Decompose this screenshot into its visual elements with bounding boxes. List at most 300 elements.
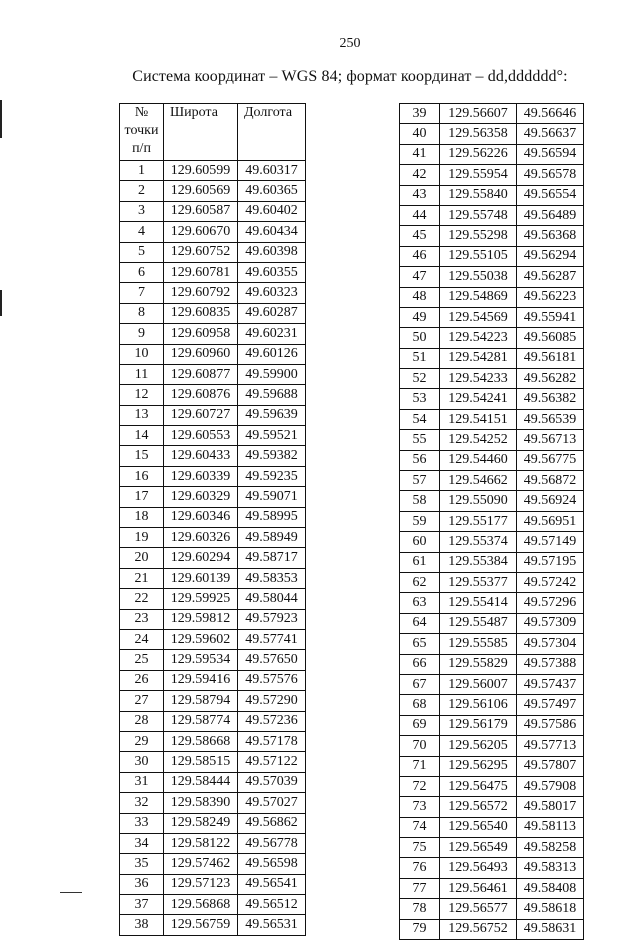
longitude-cell: 49.59639 bbox=[238, 405, 306, 425]
longitude-cell: 49.58618 bbox=[517, 899, 584, 919]
table-row bbox=[400, 899, 584, 919]
table-row bbox=[120, 772, 306, 792]
table-row bbox=[120, 181, 306, 201]
point-number-cell: 43 bbox=[400, 185, 440, 205]
table-row bbox=[400, 409, 584, 429]
latitude-cell: 129.56358 bbox=[440, 124, 517, 144]
longitude-cell: 49.60365 bbox=[238, 181, 306, 201]
scan-margin-mark bbox=[0, 290, 2, 316]
point-number-cell: 64 bbox=[400, 613, 440, 633]
latitude-cell: 129.60139 bbox=[164, 568, 238, 588]
table-row bbox=[400, 817, 584, 837]
latitude-cell: 129.55840 bbox=[440, 185, 517, 205]
header-num-line3: п/п bbox=[132, 141, 151, 156]
table-row bbox=[400, 838, 584, 858]
latitude-cell: 129.60326 bbox=[164, 528, 238, 548]
table-row bbox=[400, 491, 584, 511]
point-number-cell: 38 bbox=[120, 915, 164, 935]
header-num-line2: точки bbox=[124, 123, 159, 138]
point-number-cell: 11 bbox=[120, 364, 164, 384]
latitude-cell: 129.56205 bbox=[440, 736, 517, 756]
point-number-cell: 21 bbox=[120, 568, 164, 588]
longitude-cell: 49.56554 bbox=[517, 185, 584, 205]
table-row bbox=[400, 776, 584, 796]
longitude-cell: 49.57242 bbox=[517, 572, 584, 592]
table-row bbox=[400, 328, 584, 348]
table-row bbox=[400, 226, 584, 246]
table-row bbox=[120, 670, 306, 690]
latitude-cell: 129.59925 bbox=[164, 589, 238, 609]
latitude-cell: 129.58515 bbox=[164, 752, 238, 772]
point-number-cell: 48 bbox=[400, 287, 440, 307]
table-row bbox=[120, 344, 306, 364]
latitude-cell: 129.60835 bbox=[164, 303, 238, 323]
longitude-cell: 49.57027 bbox=[238, 793, 306, 813]
longitude-cell: 49.58949 bbox=[238, 528, 306, 548]
point-number-cell: 26 bbox=[120, 670, 164, 690]
table-row bbox=[120, 324, 306, 344]
point-number-cell: 15 bbox=[120, 446, 164, 466]
longitude-cell: 49.59688 bbox=[238, 385, 306, 405]
point-number-cell: 58 bbox=[400, 491, 440, 511]
latitude-cell: 129.58774 bbox=[164, 711, 238, 731]
longitude-cell: 49.56085 bbox=[517, 328, 584, 348]
point-number-cell: 44 bbox=[400, 205, 440, 225]
point-number-cell: 47 bbox=[400, 267, 440, 287]
point-number-cell: 8 bbox=[120, 303, 164, 323]
longitude-cell: 49.56713 bbox=[517, 430, 584, 450]
coordinates-table-left bbox=[119, 103, 306, 936]
longitude-cell: 49.60323 bbox=[238, 283, 306, 303]
point-number-cell: 41 bbox=[400, 144, 440, 164]
longitude-cell: 49.58995 bbox=[238, 507, 306, 527]
point-number-cell: 49 bbox=[400, 307, 440, 327]
point-number-cell: 50 bbox=[400, 328, 440, 348]
longitude-cell: 49.57290 bbox=[238, 691, 306, 711]
latitude-cell: 129.60877 bbox=[164, 364, 238, 384]
point-number-cell: 51 bbox=[400, 348, 440, 368]
table-row bbox=[400, 307, 584, 327]
table-row bbox=[400, 532, 584, 552]
page-number: 250 bbox=[339, 36, 361, 51]
point-number-cell: 17 bbox=[120, 487, 164, 507]
longitude-cell: 49.57296 bbox=[517, 593, 584, 613]
table-row bbox=[400, 348, 584, 368]
point-number-cell: 56 bbox=[400, 450, 440, 470]
longitude-cell: 49.57586 bbox=[517, 715, 584, 735]
longitude-cell: 49.55941 bbox=[517, 307, 584, 327]
point-number-cell: 46 bbox=[400, 246, 440, 266]
longitude-cell: 49.60398 bbox=[238, 242, 306, 262]
latitude-cell: 129.60792 bbox=[164, 283, 238, 303]
point-number-cell: 6 bbox=[120, 262, 164, 282]
latitude-cell: 129.56226 bbox=[440, 144, 517, 164]
longitude-cell: 49.56382 bbox=[517, 389, 584, 409]
point-number-cell: 37 bbox=[120, 895, 164, 915]
longitude-cell: 49.58044 bbox=[238, 589, 306, 609]
point-number-cell: 32 bbox=[120, 793, 164, 813]
latitude-cell: 129.60569 bbox=[164, 181, 238, 201]
longitude-cell: 49.57650 bbox=[238, 650, 306, 670]
longitude-cell: 49.60317 bbox=[238, 161, 306, 181]
latitude-cell: 129.55487 bbox=[440, 613, 517, 633]
point-number-cell: 1 bbox=[120, 161, 164, 181]
latitude-cell: 129.56295 bbox=[440, 756, 517, 776]
table-row bbox=[120, 303, 306, 323]
table-row bbox=[120, 731, 306, 751]
latitude-cell: 129.54460 bbox=[440, 450, 517, 470]
longitude-cell: 49.56541 bbox=[238, 874, 306, 894]
table-row bbox=[400, 430, 584, 450]
point-number-cell: 33 bbox=[120, 813, 164, 833]
coordinates-table-right bbox=[399, 103, 584, 940]
latitude-cell: 129.54569 bbox=[440, 307, 517, 327]
latitude-cell: 129.55585 bbox=[440, 634, 517, 654]
table-row bbox=[400, 124, 584, 144]
table-row bbox=[120, 691, 306, 711]
longitude-cell: 49.57576 bbox=[238, 670, 306, 690]
table-row bbox=[120, 589, 306, 609]
longitude-cell: 49.58631 bbox=[517, 919, 584, 939]
table-row bbox=[120, 833, 306, 853]
table-row bbox=[400, 287, 584, 307]
table-header-row bbox=[120, 104, 306, 161]
table-row bbox=[120, 405, 306, 425]
table-row bbox=[120, 609, 306, 629]
header-longitude: Долгота bbox=[238, 104, 306, 161]
table-row bbox=[120, 629, 306, 649]
table-row bbox=[400, 674, 584, 694]
table-row bbox=[120, 711, 306, 731]
latitude-cell: 129.60339 bbox=[164, 466, 238, 486]
table-row bbox=[400, 695, 584, 715]
table-row bbox=[400, 613, 584, 633]
latitude-cell: 129.55105 bbox=[440, 246, 517, 266]
longitude-cell: 49.56282 bbox=[517, 369, 584, 389]
table-row bbox=[120, 222, 306, 242]
longitude-cell: 49.56775 bbox=[517, 450, 584, 470]
point-number-cell: 60 bbox=[400, 532, 440, 552]
table-row bbox=[120, 446, 306, 466]
table-row bbox=[400, 450, 584, 470]
point-number-cell: 61 bbox=[400, 552, 440, 572]
longitude-cell: 49.57908 bbox=[517, 776, 584, 796]
point-number-cell: 65 bbox=[400, 634, 440, 654]
longitude-cell: 49.56637 bbox=[517, 124, 584, 144]
longitude-cell: 49.58717 bbox=[238, 548, 306, 568]
longitude-cell: 49.56924 bbox=[517, 491, 584, 511]
point-number-cell: 2 bbox=[120, 181, 164, 201]
longitude-cell: 49.57437 bbox=[517, 674, 584, 694]
longitude-cell: 49.57039 bbox=[238, 772, 306, 792]
latitude-cell: 129.55829 bbox=[440, 654, 517, 674]
latitude-cell: 129.60553 bbox=[164, 426, 238, 446]
latitude-cell: 129.56493 bbox=[440, 858, 517, 878]
point-number-cell: 29 bbox=[120, 731, 164, 751]
point-number-cell: 45 bbox=[400, 226, 440, 246]
latitude-cell: 129.55414 bbox=[440, 593, 517, 613]
point-number-cell: 72 bbox=[400, 776, 440, 796]
point-number-cell: 39 bbox=[400, 104, 440, 124]
longitude-cell: 49.56181 bbox=[517, 348, 584, 368]
table-row bbox=[120, 487, 306, 507]
point-number-cell: 53 bbox=[400, 389, 440, 409]
longitude-cell: 49.56368 bbox=[517, 226, 584, 246]
longitude-cell: 49.57309 bbox=[517, 613, 584, 633]
scan-footer-mark bbox=[60, 892, 82, 893]
table-row bbox=[120, 548, 306, 568]
longitude-cell: 49.57178 bbox=[238, 731, 306, 751]
longitude-cell: 49.56223 bbox=[517, 287, 584, 307]
longitude-cell: 49.59071 bbox=[238, 487, 306, 507]
point-number-cell: 63 bbox=[400, 593, 440, 613]
latitude-cell: 129.58668 bbox=[164, 731, 238, 751]
latitude-cell: 129.60876 bbox=[164, 385, 238, 405]
latitude-cell: 129.56475 bbox=[440, 776, 517, 796]
latitude-cell: 129.55090 bbox=[440, 491, 517, 511]
latitude-cell: 129.59812 bbox=[164, 609, 238, 629]
table-row bbox=[400, 185, 584, 205]
latitude-cell: 129.60670 bbox=[164, 222, 238, 242]
table-row bbox=[120, 385, 306, 405]
longitude-cell: 49.60126 bbox=[238, 344, 306, 364]
point-number-cell: 70 bbox=[400, 736, 440, 756]
latitude-cell: 129.55038 bbox=[440, 267, 517, 287]
longitude-cell: 49.56778 bbox=[238, 833, 306, 853]
latitude-cell: 129.57123 bbox=[164, 874, 238, 894]
latitude-cell: 129.54281 bbox=[440, 348, 517, 368]
table-row bbox=[120, 752, 306, 772]
latitude-cell: 129.56461 bbox=[440, 878, 517, 898]
table-row bbox=[120, 874, 306, 894]
longitude-cell: 49.56951 bbox=[517, 511, 584, 531]
point-number-cell: 78 bbox=[400, 899, 440, 919]
latitude-cell: 129.60599 bbox=[164, 161, 238, 181]
header-point-number bbox=[120, 104, 164, 161]
table-row bbox=[400, 736, 584, 756]
table-row bbox=[400, 919, 584, 939]
point-number-cell: 13 bbox=[120, 405, 164, 425]
longitude-cell: 49.57497 bbox=[517, 695, 584, 715]
latitude-cell: 129.60587 bbox=[164, 201, 238, 221]
point-number-cell: 30 bbox=[120, 752, 164, 772]
latitude-cell: 129.60294 bbox=[164, 548, 238, 568]
table-row bbox=[400, 756, 584, 776]
point-number-cell: 57 bbox=[400, 471, 440, 491]
longitude-cell: 49.56531 bbox=[238, 915, 306, 935]
latitude-cell: 129.54233 bbox=[440, 369, 517, 389]
latitude-cell: 129.60960 bbox=[164, 344, 238, 364]
latitude-cell: 129.58444 bbox=[164, 772, 238, 792]
table-row bbox=[400, 144, 584, 164]
point-number-cell: 23 bbox=[120, 609, 164, 629]
longitude-cell: 49.57195 bbox=[517, 552, 584, 572]
point-number-cell: 34 bbox=[120, 833, 164, 853]
point-number-cell: 36 bbox=[120, 874, 164, 894]
point-number-cell: 25 bbox=[120, 650, 164, 670]
table-row bbox=[400, 797, 584, 817]
point-number-cell: 24 bbox=[120, 629, 164, 649]
latitude-cell: 129.54223 bbox=[440, 328, 517, 348]
table-row bbox=[400, 471, 584, 491]
longitude-cell: 49.57304 bbox=[517, 634, 584, 654]
point-number-cell: 77 bbox=[400, 878, 440, 898]
point-number-cell: 27 bbox=[120, 691, 164, 711]
page-title: Система координат – WGS 84; формат координат – dd,dddddd°: bbox=[132, 68, 568, 85]
point-number-cell: 28 bbox=[120, 711, 164, 731]
table-row bbox=[120, 262, 306, 282]
table-row bbox=[120, 242, 306, 262]
latitude-cell: 129.59416 bbox=[164, 670, 238, 690]
point-number-cell: 42 bbox=[400, 165, 440, 185]
latitude-cell: 129.60958 bbox=[164, 324, 238, 344]
table-row bbox=[400, 858, 584, 878]
longitude-cell: 49.57807 bbox=[517, 756, 584, 776]
latitude-cell: 129.56759 bbox=[164, 915, 238, 935]
point-number-cell: 31 bbox=[120, 772, 164, 792]
longitude-cell: 49.57713 bbox=[517, 736, 584, 756]
longitude-cell: 49.56512 bbox=[238, 895, 306, 915]
longitude-cell: 49.56294 bbox=[517, 246, 584, 266]
latitude-cell: 129.58794 bbox=[164, 691, 238, 711]
point-number-cell: 74 bbox=[400, 817, 440, 837]
table-row bbox=[400, 715, 584, 735]
longitude-cell: 49.60434 bbox=[238, 222, 306, 242]
latitude-cell: 129.58249 bbox=[164, 813, 238, 833]
table-row bbox=[120, 650, 306, 670]
point-number-cell: 55 bbox=[400, 430, 440, 450]
point-number-cell: 10 bbox=[120, 344, 164, 364]
latitude-cell: 129.59534 bbox=[164, 650, 238, 670]
point-number-cell: 22 bbox=[120, 589, 164, 609]
point-number-cell: 12 bbox=[120, 385, 164, 405]
longitude-cell: 49.60287 bbox=[238, 303, 306, 323]
latitude-cell: 129.56106 bbox=[440, 695, 517, 715]
latitude-cell: 129.54151 bbox=[440, 409, 517, 429]
longitude-cell: 49.59900 bbox=[238, 364, 306, 384]
latitude-cell: 129.56179 bbox=[440, 715, 517, 735]
longitude-cell: 49.58408 bbox=[517, 878, 584, 898]
table-row bbox=[120, 283, 306, 303]
table-row bbox=[400, 511, 584, 531]
table-row bbox=[400, 572, 584, 592]
latitude-cell: 129.56549 bbox=[440, 838, 517, 858]
latitude-cell: 129.55377 bbox=[440, 572, 517, 592]
point-number-cell: 73 bbox=[400, 797, 440, 817]
point-number-cell: 69 bbox=[400, 715, 440, 735]
table-row bbox=[400, 267, 584, 287]
table-row bbox=[120, 568, 306, 588]
table-row bbox=[400, 205, 584, 225]
point-number-cell: 18 bbox=[120, 507, 164, 527]
point-number-cell: 59 bbox=[400, 511, 440, 531]
longitude-cell: 49.56594 bbox=[517, 144, 584, 164]
longitude-cell: 49.56489 bbox=[517, 205, 584, 225]
longitude-cell: 49.56598 bbox=[238, 854, 306, 874]
latitude-cell: 129.59602 bbox=[164, 629, 238, 649]
longitude-cell: 49.57388 bbox=[517, 654, 584, 674]
table-row bbox=[400, 246, 584, 266]
point-number-cell: 68 bbox=[400, 695, 440, 715]
table-row bbox=[120, 201, 306, 221]
latitude-cell: 129.56868 bbox=[164, 895, 238, 915]
latitude-cell: 129.55748 bbox=[440, 205, 517, 225]
longitude-cell: 49.58313 bbox=[517, 858, 584, 878]
longitude-cell: 49.56862 bbox=[238, 813, 306, 833]
header-num-line1: № bbox=[134, 105, 149, 120]
latitude-cell: 129.56572 bbox=[440, 797, 517, 817]
point-number-cell: 71 bbox=[400, 756, 440, 776]
table-row bbox=[400, 104, 584, 124]
longitude-cell: 49.56539 bbox=[517, 409, 584, 429]
latitude-cell: 129.60329 bbox=[164, 487, 238, 507]
longitude-cell: 49.57923 bbox=[238, 609, 306, 629]
latitude-cell: 129.55177 bbox=[440, 511, 517, 531]
table-row bbox=[400, 634, 584, 654]
longitude-cell: 49.57122 bbox=[238, 752, 306, 772]
longitude-cell: 49.58017 bbox=[517, 797, 584, 817]
longitude-cell: 49.56872 bbox=[517, 471, 584, 491]
table-row bbox=[120, 793, 306, 813]
table-row bbox=[120, 528, 306, 548]
longitude-cell: 49.57236 bbox=[238, 711, 306, 731]
longitude-cell: 49.60231 bbox=[238, 324, 306, 344]
latitude-cell: 129.55374 bbox=[440, 532, 517, 552]
point-number-cell: 62 bbox=[400, 572, 440, 592]
point-number-cell: 5 bbox=[120, 242, 164, 262]
header-latitude: Широта bbox=[164, 104, 238, 161]
point-number-cell: 52 bbox=[400, 369, 440, 389]
point-number-cell: 79 bbox=[400, 919, 440, 939]
point-number-cell: 7 bbox=[120, 283, 164, 303]
latitude-cell: 129.60781 bbox=[164, 262, 238, 282]
table-body-right bbox=[400, 104, 584, 940]
table-row bbox=[120, 813, 306, 833]
point-number-cell: 54 bbox=[400, 409, 440, 429]
latitude-cell: 129.56607 bbox=[440, 104, 517, 124]
latitude-cell: 129.55954 bbox=[440, 165, 517, 185]
longitude-cell: 49.59235 bbox=[238, 466, 306, 486]
point-number-cell: 16 bbox=[120, 466, 164, 486]
table-row bbox=[400, 593, 584, 613]
table-row bbox=[400, 389, 584, 409]
point-number-cell: 40 bbox=[400, 124, 440, 144]
point-number-cell: 35 bbox=[120, 854, 164, 874]
table-row bbox=[400, 878, 584, 898]
longitude-cell: 49.58113 bbox=[517, 817, 584, 837]
latitude-cell: 129.56577 bbox=[440, 899, 517, 919]
point-number-cell: 75 bbox=[400, 838, 440, 858]
point-number-cell: 3 bbox=[120, 201, 164, 221]
point-number-cell: 14 bbox=[120, 426, 164, 446]
scan-margin-mark bbox=[0, 100, 2, 138]
table-row bbox=[120, 364, 306, 384]
longitude-cell: 49.57741 bbox=[238, 629, 306, 649]
latitude-cell: 129.60433 bbox=[164, 446, 238, 466]
table-row bbox=[120, 426, 306, 446]
latitude-cell: 129.57462 bbox=[164, 854, 238, 874]
latitude-cell: 129.56007 bbox=[440, 674, 517, 694]
longitude-cell: 49.58353 bbox=[238, 568, 306, 588]
table-row bbox=[400, 654, 584, 674]
point-number-cell: 76 bbox=[400, 858, 440, 878]
table-row bbox=[120, 161, 306, 181]
latitude-cell: 129.58390 bbox=[164, 793, 238, 813]
longitude-cell: 49.56646 bbox=[517, 104, 584, 124]
longitude-cell: 49.57149 bbox=[517, 532, 584, 552]
table-row bbox=[120, 915, 306, 935]
longitude-cell: 49.59382 bbox=[238, 446, 306, 466]
